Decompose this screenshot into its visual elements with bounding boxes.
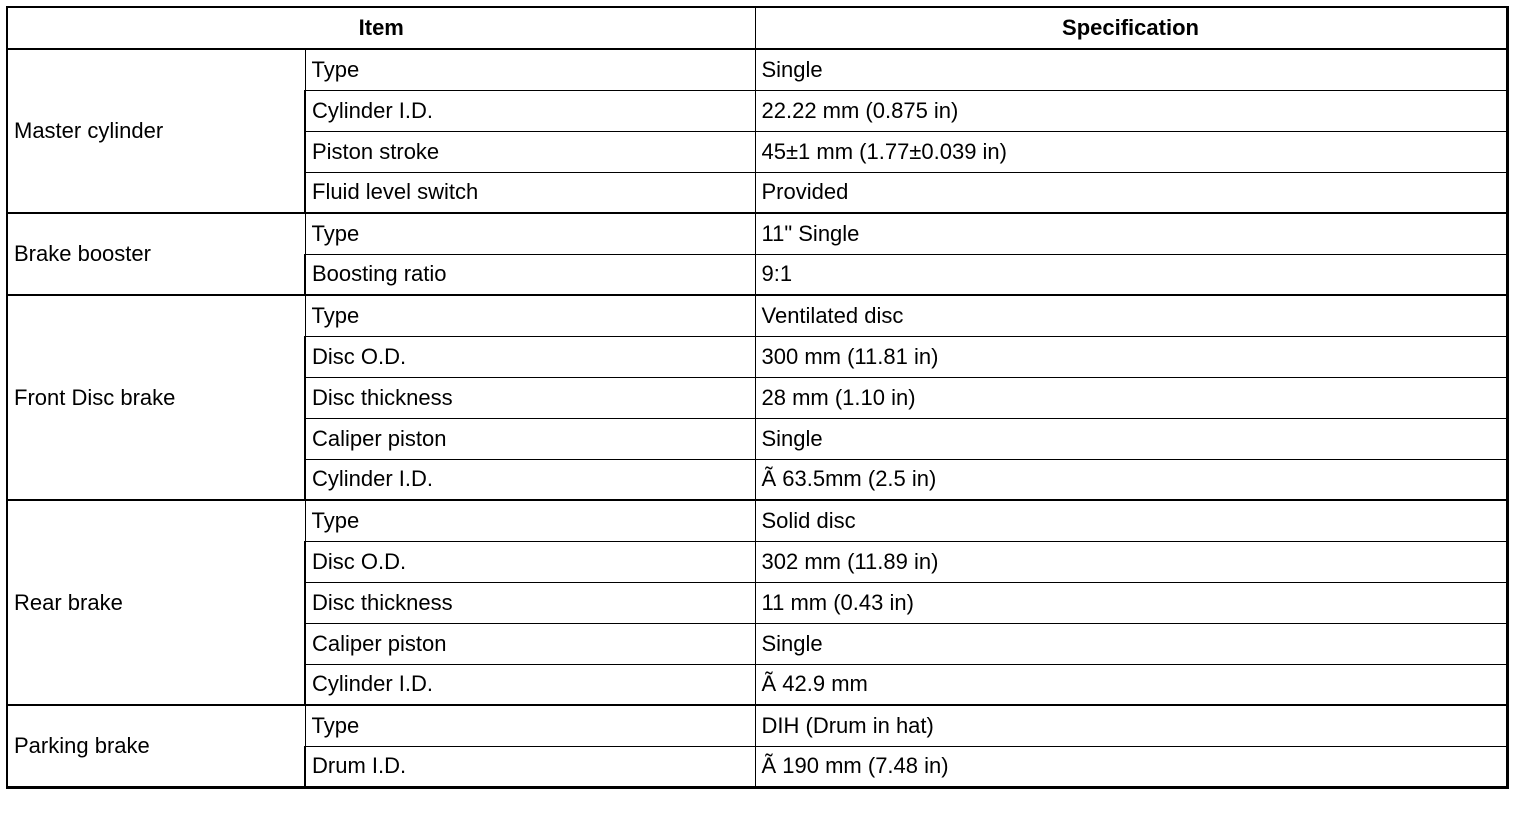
spec-value: 11" Single (755, 213, 1507, 254)
spec-value: 45±1 mm (1.77±0.039 in) (755, 131, 1507, 172)
group-label: Brake booster (7, 213, 305, 295)
spec-value: Ventilated disc (755, 295, 1507, 336)
sub-item-label: Cylinder I.D. (305, 664, 755, 705)
sub-item-label: Caliper piston (305, 418, 755, 459)
spec-value: 22.22 mm (0.875 in) (755, 90, 1507, 131)
group-label: Parking brake (7, 705, 305, 787)
sub-item-label: Cylinder I.D. (305, 90, 755, 131)
sub-item-label: Type (305, 705, 755, 746)
sub-item-label: Drum I.D. (305, 746, 755, 787)
spec-value: Single (755, 418, 1507, 459)
spec-value: Single (755, 623, 1507, 664)
table-row (7, 705, 1507, 746)
sub-item-label: Fluid level switch (305, 172, 755, 213)
spec-value: Single (755, 49, 1507, 90)
table-row (7, 500, 1507, 541)
spec-value: Solid disc (755, 500, 1507, 541)
sub-item-label: Type (305, 295, 755, 336)
spec-value: Ã 42.9 mm (755, 664, 1507, 705)
group-label: Front Disc brake (7, 295, 305, 500)
spec-value: DIH (Drum in hat) (755, 705, 1507, 746)
sub-item-label: Type (305, 500, 755, 541)
spec-value: 11 mm (0.43 in) (755, 582, 1507, 623)
spec-value: Provided (755, 172, 1507, 213)
sub-item-label: Cylinder I.D. (305, 459, 755, 500)
spec-value: Ã 190 mm (7.48 in) (755, 746, 1507, 787)
sub-item-label: Type (305, 49, 755, 90)
spec-value: 300 mm (11.81 in) (755, 336, 1507, 377)
sub-item-label: Disc thickness (305, 377, 755, 418)
spec-value: Ã 63.5mm (2.5 in) (755, 459, 1507, 500)
sub-item-label: Type (305, 213, 755, 254)
group-label: Master cylinder (7, 49, 305, 213)
header-item: Item (7, 7, 755, 49)
sub-item-label: Caliper piston (305, 623, 755, 664)
sub-item-label: Disc O.D. (305, 541, 755, 582)
group-label: Rear brake (7, 500, 305, 705)
sub-item-label: Piston stroke (305, 131, 755, 172)
header-specification: Specification (755, 7, 1507, 49)
sub-item-label: Disc thickness (305, 582, 755, 623)
spec-value: 302 mm (11.89 in) (755, 541, 1507, 582)
table-row (7, 49, 1507, 90)
spec-value: 28 mm (1.10 in) (755, 377, 1507, 418)
sub-item-label: Disc O.D. (305, 336, 755, 377)
sub-item-label: Boosting ratio (305, 254, 755, 295)
table-row (7, 213, 1507, 254)
table-header-row (7, 7, 1507, 49)
spec-value: 9:1 (755, 254, 1507, 295)
brake-spec-table (6, 6, 1509, 789)
table-row (7, 295, 1507, 336)
